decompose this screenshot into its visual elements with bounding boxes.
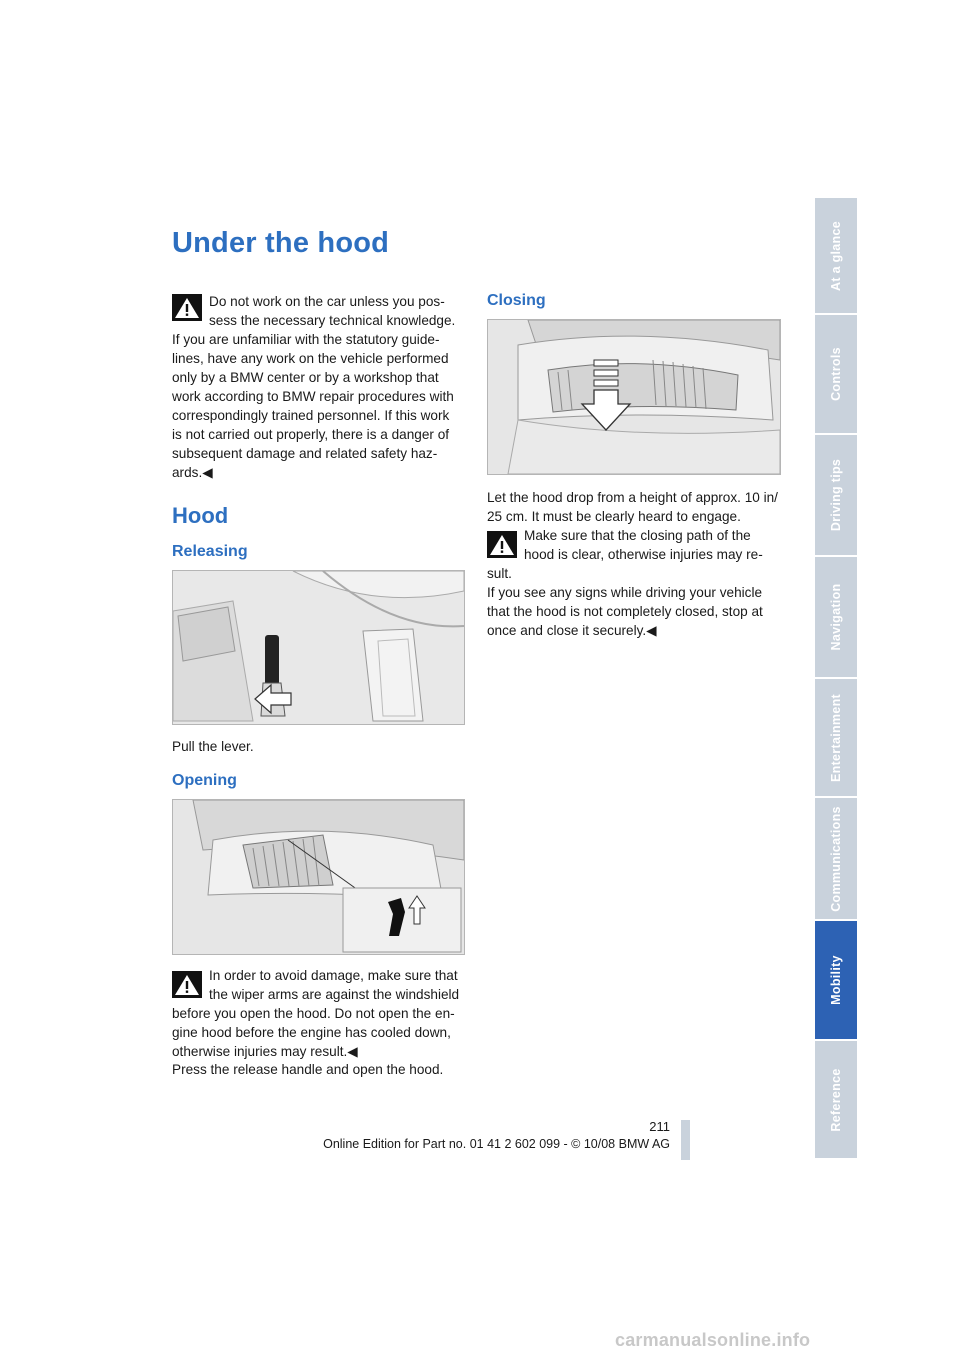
opening-warning-line: before you open the hood. Do not open the en- — [172, 1006, 455, 1021]
tab-at-a-glance[interactable]: At a glance — [815, 198, 857, 313]
opening-warning-line: gine hood before the engine has cooled down, — [172, 1025, 451, 1040]
tab-mobility[interactable]: Mobility — [815, 921, 857, 1039]
closing-warning-line: once and close it securely.◀ — [487, 623, 657, 638]
closing-warning — [487, 526, 787, 640]
opening-warning — [172, 966, 467, 1061]
intro-line: lines, have any work on the vehicle performed — [172, 351, 449, 366]
heading-opening: Opening — [172, 772, 237, 789]
intro-line: Do not work on the car unless you pos- — [209, 294, 445, 309]
chapter-tabs — [815, 198, 857, 1160]
opening-warning-line: otherwise injuries may result.◀ — [172, 1044, 358, 1059]
intro-line: is not carried out properly, there is a danger of — [172, 427, 450, 442]
intro-line: If you are unfamiliar with the statutory guide- — [172, 332, 440, 347]
page-number: 211 — [649, 1119, 670, 1134]
closing-illustration — [487, 319, 781, 475]
intro-line: sess the necessary technical knowledge. — [209, 313, 456, 328]
intro-line: ards.◀ — [172, 465, 213, 480]
intro-line: correspondingly trained personnel. If this work — [172, 408, 450, 423]
releasing-illustration — [172, 570, 465, 725]
opening-warning-line: the wiper arms are against the windshield — [209, 987, 460, 1002]
opening-illustration — [172, 799, 465, 955]
closing-text-line: 25 cm. It must be clearly heard to engage. — [487, 509, 741, 524]
page-title: Under the hood — [172, 227, 390, 259]
section-heading-hood: Hood — [172, 503, 229, 528]
opening-warning-line: In order to avoid damage, make sure that — [209, 968, 458, 983]
tab-navigation[interactable]: Navigation — [815, 557, 857, 677]
intro-warning — [172, 292, 467, 482]
tab-reference[interactable]: Reference — [815, 1041, 857, 1158]
watermark: carmanualsonline.info — [615, 1330, 811, 1350]
heading-closing: Closing — [487, 292, 546, 309]
tab-controls[interactable]: Controls — [815, 315, 857, 433]
closing-warning-line: hood is clear, otherwise injuries may re- — [524, 547, 763, 562]
intro-line: only by a BMW center or by a workshop that — [172, 370, 439, 385]
footer-text: Online Edition for Part no. 01 41 2 602 099 - © 10/08 BMW AG — [323, 1137, 670, 1151]
releasing-drawing — [173, 571, 464, 724]
tab-communications[interactable]: Communications — [815, 798, 857, 919]
closing-warning-line: Make sure that the closing path of the — [524, 528, 751, 543]
closing-drawing — [488, 320, 780, 474]
intro-line: work according to BMW repair procedures with — [172, 389, 454, 404]
opening-drawing — [173, 800, 464, 954]
page-bar — [681, 1120, 690, 1160]
closing-warning-line: If you see any signs while driving your vehicle — [487, 585, 763, 600]
releasing-text: Pull the lever. — [172, 739, 254, 754]
closing-text-line: Let the hood drop from a height of approx. 10 in/ — [487, 490, 778, 505]
heading-releasing: Releasing — [172, 543, 248, 560]
intro-line: subsequent damage and related safety haz- — [172, 446, 438, 461]
closing-text — [487, 488, 787, 526]
closing-warning-line: that the hood is not completely closed, stop at — [487, 604, 763, 619]
closing-warning-line: sult. — [487, 566, 512, 581]
tab-entertainment[interactable]: Entertainment — [815, 679, 857, 796]
tab-driving-tips[interactable]: Driving tips — [815, 435, 857, 555]
opening-text: Press the release handle and open the hood. — [172, 1062, 444, 1077]
